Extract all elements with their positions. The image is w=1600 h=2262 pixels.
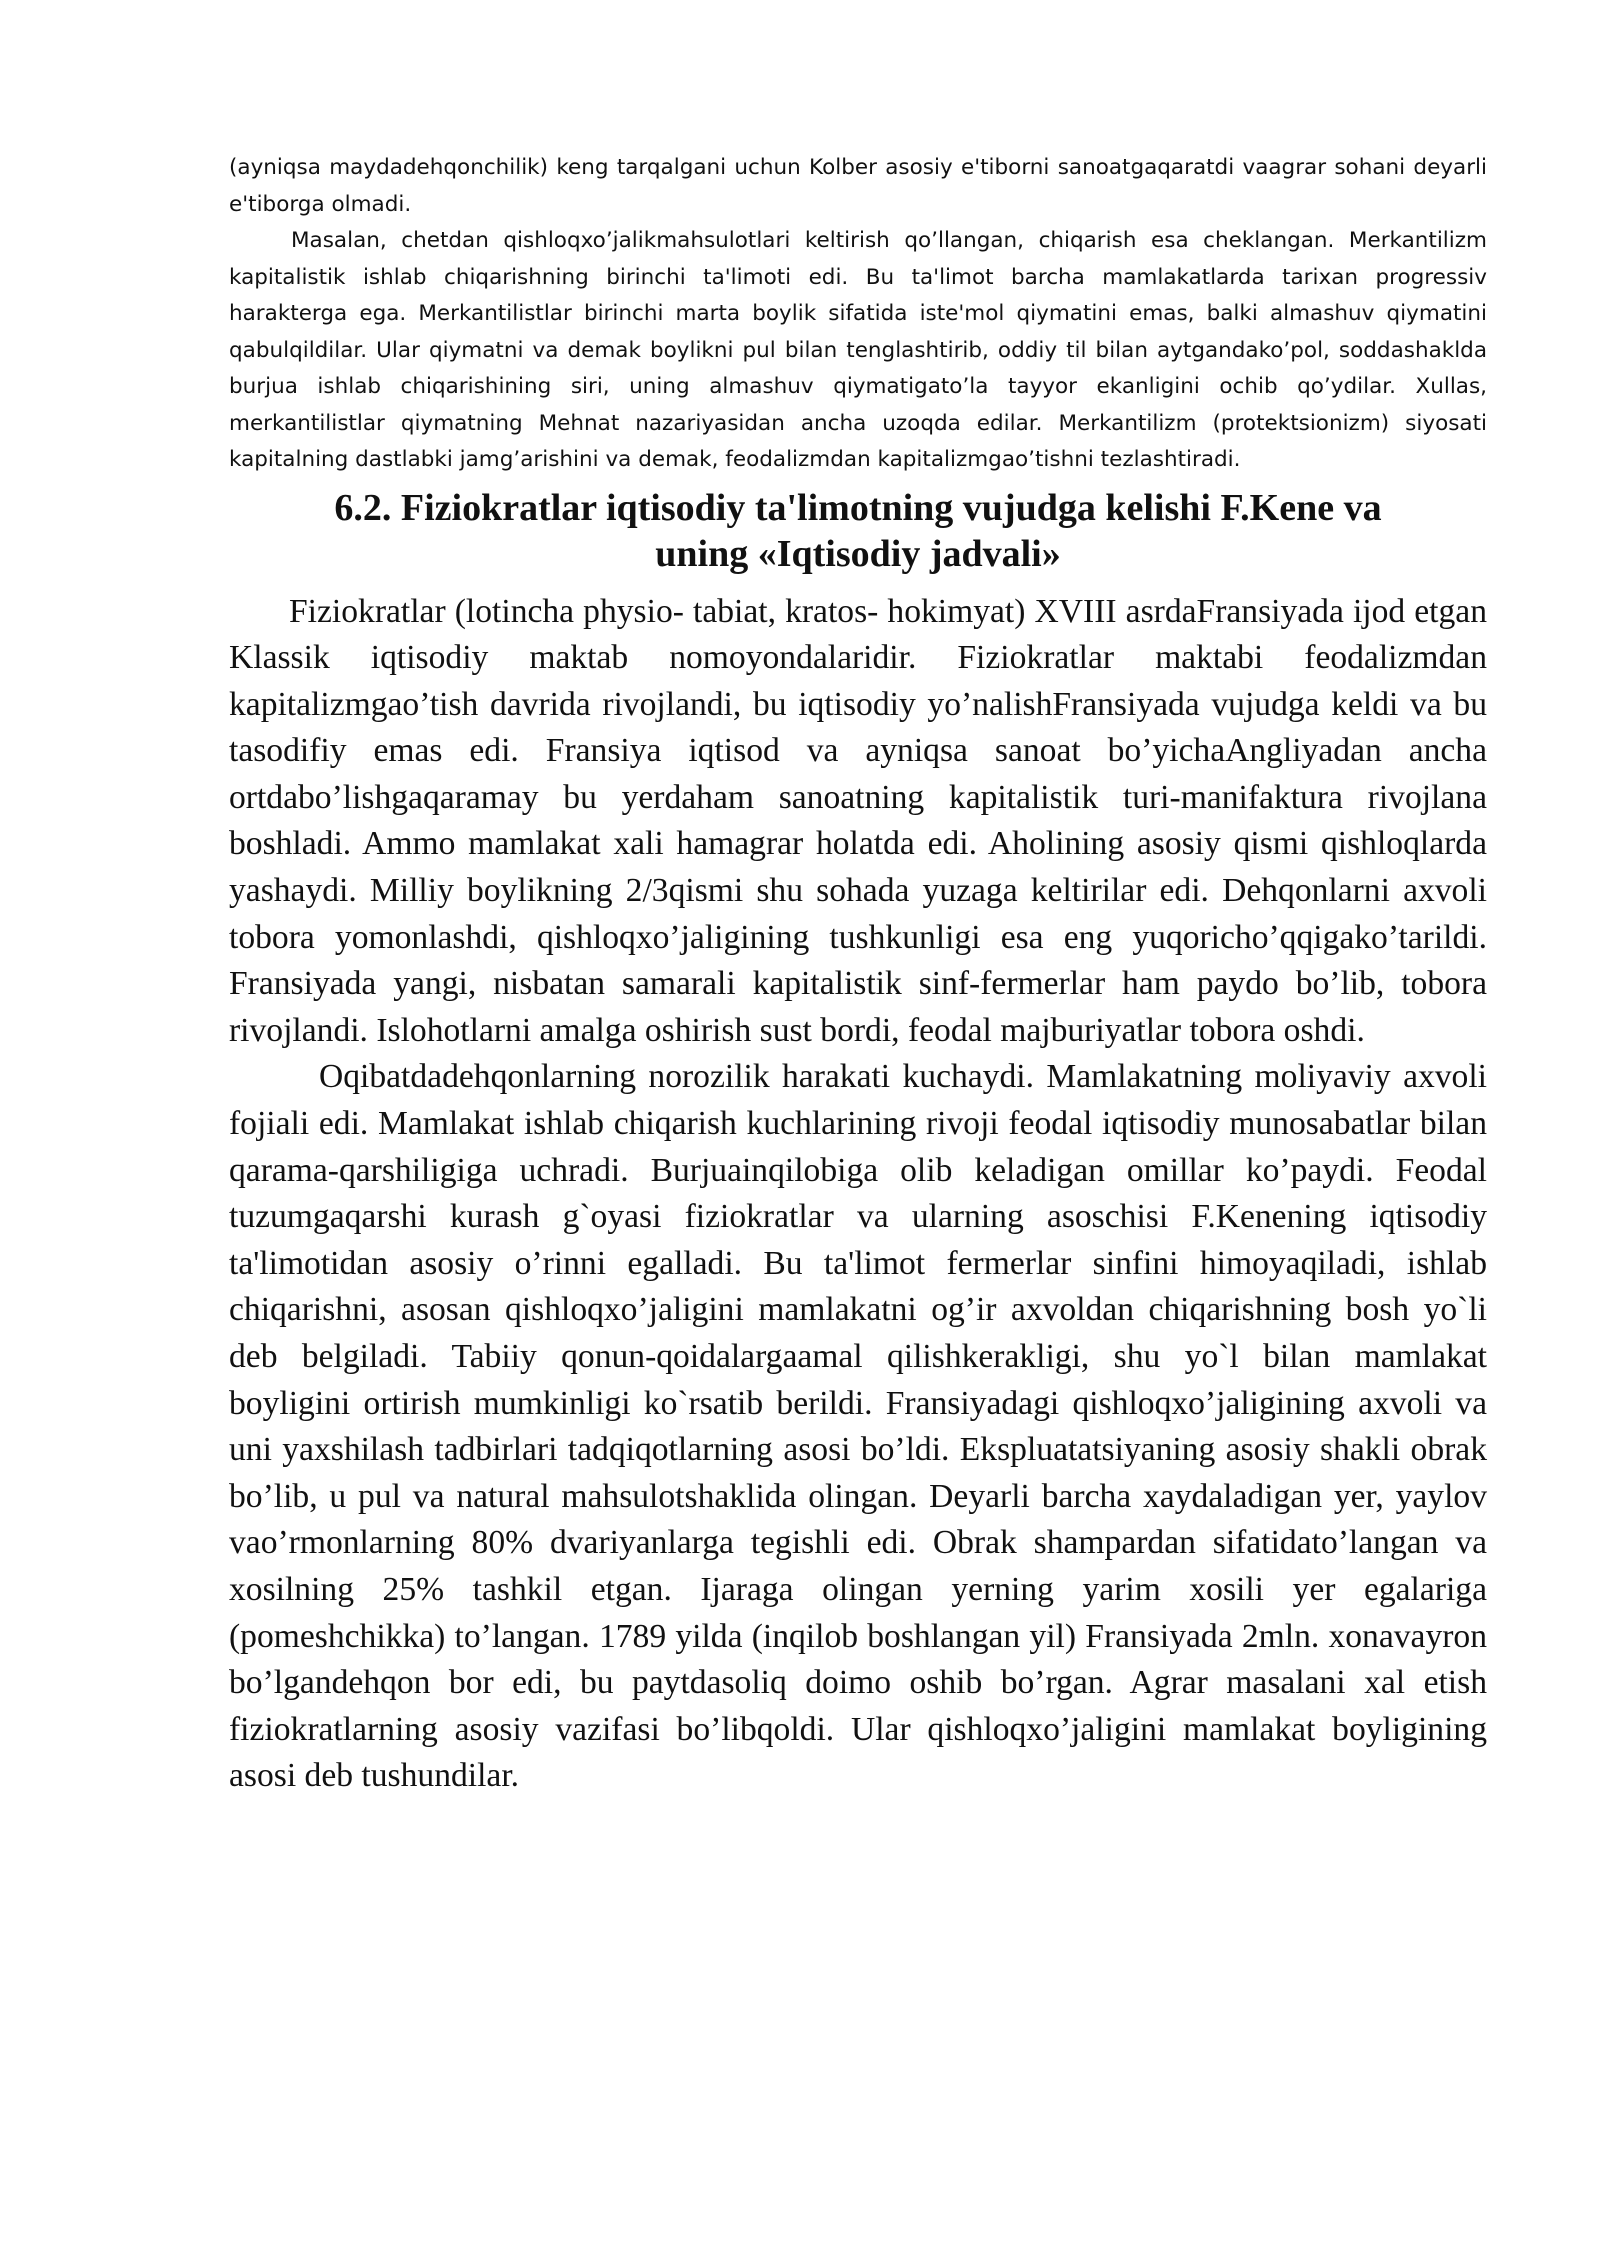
paragraph-mercantilism: Masalan, chetdan qishloqxo’jalikmahsulotlari keltirish qo’llangan, chiqarish esa cheklangan. Merkantilizm kapitalistik ishlab chiqarishning birinchi ta'limoti edi. Bu ta'limot barcha mamlakatlarda tarixan progressiv harakterga ega. Merkantilistlar birinchi marta boylik sifatida iste'mol qiymatini emas, balki almashuv qiymatini qabulqildilar. Ular qiymatni va demak boylikni pul bilan tenglashtirib, oddiy til bilan aytgandako’pol, soddashaklda burjua ishlab chiqarishining siri, uning almashuv qiymatigato’la tayyor ekanligini ochib qo’ydilar. Xullas, merkantilistlar qiymatning Mehnat nazariyasidan ancha uzoqda edilar. Merkantilizm (protektsionizm) siyosati kapitalning dastlabki jamg’arishini va demak, feodalizmdan kapitalizmgao’tishni tezlashtiradi. [229, 228, 1487, 472]
paragraph-intro-continuation: (ayniqsa maydadehqonchilik) keng tarqalgani uchun Kolber asosiy e'tiborni sanoatgaqaratdi vaagrar sohani deyarli e'tiborga olmadi. [229, 155, 1487, 217]
document-body [229, 150, 1487, 1800]
section-heading [229, 485, 1487, 577]
section-heading-line-1: 6.2. Fiziokratlar iqtisodiy ta'limotning vujudga kelishi F.Kene va [334, 486, 1382, 529]
paragraph-physiocrats-intro: Fiziokratlar (lotincha physio- tabiat, kratos- hokimyat) XVIII asrdaFransiyada ijod etgan Klassik iqtisodiy maktab nomoyondalaridir. Fiziokratlar maktabi feodalizmdan kapitalizmgao’tish davrida rivojlandi, bu iqtisodiy yo’nalishFransiyada vujudga keldi va bu tasodifiy emas edi. Fransiya iqtisod va ayniqsa sanoat bo’yichaAngliyadan ancha ortdabo’lishgaqaramay bu yerdaham sanoatning kapitalistik turi-manifaktura rivojlana boshladi. Ammo mamlakat xali hamagrar holatda edi. Aholining asosiy qismi qishloqlarda yashaydi. Milliy boylikning 2/3qismi shu sohada yuzaga keltirilar edi. Dehqonlarni axvoli tobora yomonlashdi, qishloqxo’jaligining tushkunligi esa eng yuqoricho’qqigako’tarildi. Fransiyada yangi, nisbatan samarali kapitalistik sinf-fermerlar ham paydo bo’lib, tobora rivojlandi. Islohotlarni amalga oshirish sust bordi, feodal majburiyatlar tobora oshdi. [229, 592, 1487, 1049]
section-heading-line-2: uning «Iqtisodiy jadvali» [655, 532, 1061, 575]
paragraph-consequences: Oqibatdadehqonlarning norozilik harakati kuchaydi. Mamlakatning moliyaviy axvoli fojiali edi. Mamlakat ishlab chiqarish kuchlarining rivoji feodal iqtisodiy munosabatlar bilan qarama-qarshiligiga uchradi. Burjuainqilobiga olib keladigan omillar ko’paydi. Feodal tuzumgaqarshi kurash g`oyasi fiziokratlar va ularning asoschisi F.Kenening iqtisodiy ta'limotidan asosiy o’rinni egalladi. Bu ta'limot fermerlar sinfini himoyaqiladi, ishlab chiqarishni, asosan qishloqxo’jaligini mamlakatni og’ir axvoldan chiqarishning bosh yo`li deb belgiladi. Tabiiy qonun-qoidalargaamal qilishkerakligi, shu yo`l bilan mamlakat boyligini ortirish mumkinligi ko`rsatib berildi. Fransiyadagi qishloqxo’jaligining axvoli va uni yaxshilash tadbirlari tadqiqotlarning asosi bo’ldi. Ekspluatatsiyaning asosiy shakli obrak bo’lib, u pul va natural mahsulotshaklida olingan. Deyarli barcha xaydaladigan yer, yaylov vao’rmonlarning 80% dvariyanlarga tegishli edi. Obrak shampardan sifatidato’langan va xosilning 25% tashkil etgan. Ijaraga olingan yerning yarim xosili yer egalariga (pomeshchikka) to’langan. 1789 yilda (inqilob boshlangan yil) Fransiyada 2mln. xonavayron bo’lgandehqon bor edi, bu paytdasoliq doimo oshib bo’rgan. Agrar masalani xal etish fiziokratlarning asosiy vazifasi bo’libqoldi. Ular qishloqxo’jaligini mamlakat boyligining asosi deb tushundilar. [229, 1058, 1487, 1795]
